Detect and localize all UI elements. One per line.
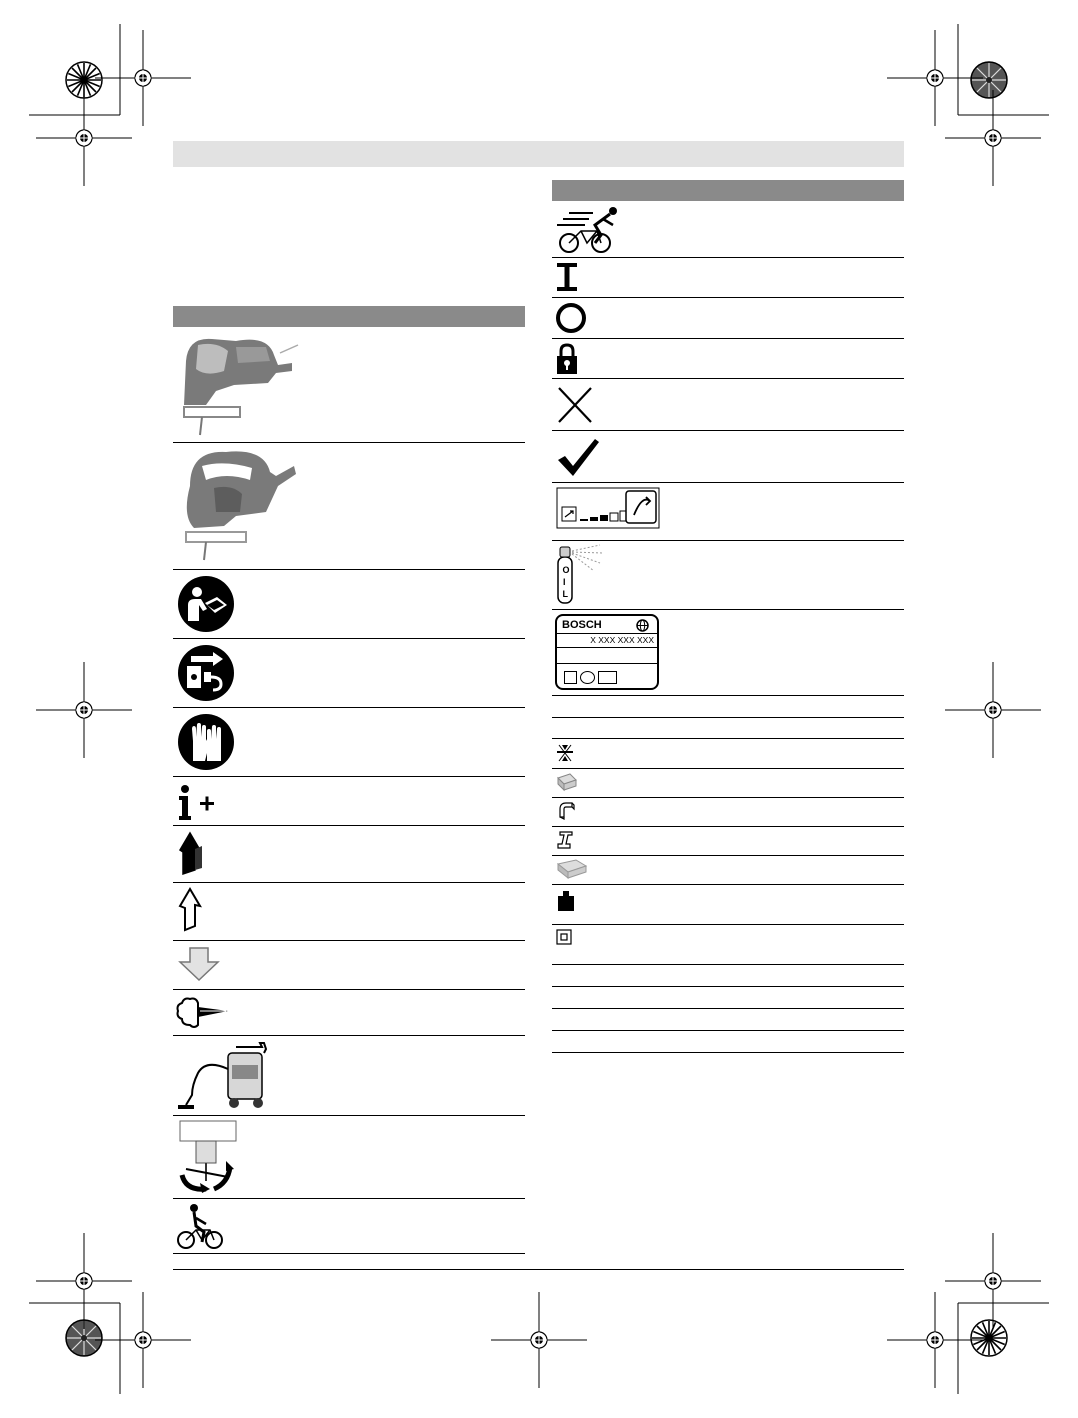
wear-gloves-icon <box>177 713 235 771</box>
nameplate-divider <box>557 663 657 664</box>
read-manual-icon <box>177 575 235 633</box>
nameplate-divider <box>557 633 657 634</box>
right-row-divider <box>552 1052 904 1053</box>
oil-spray-icon <box>554 543 606 605</box>
lock-icon <box>555 342 579 375</box>
right-row-divider <box>552 297 904 298</box>
off-switch-icon <box>555 302 587 334</box>
cross-icon <box>555 384 595 426</box>
cutting-depth-icon <box>556 743 574 763</box>
right-row-divider <box>552 884 904 885</box>
right-table-header <box>552 180 904 201</box>
right-row-divider <box>552 257 904 258</box>
material-mesh-icon <box>556 858 588 880</box>
slow-cyclist-icon <box>176 1202 226 1250</box>
left-row-divider <box>173 442 525 443</box>
globe-icon <box>636 619 649 632</box>
check-icon <box>555 436 601 480</box>
right-row-divider <box>552 338 904 339</box>
protection-class-icon <box>556 929 572 945</box>
svg-text:L: L <box>562 589 568 599</box>
speed-selection-icon <box>556 487 660 529</box>
left-row-divider <box>173 1198 525 1199</box>
left-row-divider <box>173 1035 525 1036</box>
blow-dust-icon <box>176 995 232 1031</box>
left-row-divider <box>173 1115 525 1116</box>
svg-text:O: O <box>562 565 570 575</box>
right-row-divider <box>552 717 904 718</box>
right-row-divider <box>552 797 904 798</box>
left-row-divider <box>173 989 525 990</box>
page-header-bar <box>173 141 904 167</box>
left-row-divider <box>173 825 525 826</box>
weight-icon <box>556 890 576 912</box>
unplug-icon <box>177 644 235 702</box>
left-row-divider <box>173 776 525 777</box>
right-row-divider <box>552 1008 904 1009</box>
left-row-divider <box>173 882 525 883</box>
left-row-divider <box>173 707 525 708</box>
right-row-divider <box>552 855 904 856</box>
nameplate-divider <box>557 647 657 648</box>
nameplate-circle <box>580 671 595 684</box>
nameplate-square <box>564 671 577 684</box>
arrow-down-icon <box>176 946 222 982</box>
left-row-divider <box>173 638 525 639</box>
footer-rule <box>173 1269 904 1270</box>
right-row-divider <box>552 540 904 541</box>
right-row-divider <box>552 964 904 965</box>
right-row-divider <box>552 986 904 987</box>
left-table-header <box>173 306 525 327</box>
right-row-divider <box>552 609 904 610</box>
fast-cyclist-icon <box>555 205 621 255</box>
nameplate-brand: BOSCH <box>562 619 602 631</box>
right-row-divider <box>552 695 904 696</box>
steel-icon <box>556 830 576 850</box>
left-row-divider <box>173 940 525 941</box>
info-plus-icon <box>176 784 220 822</box>
on-switch-icon <box>556 262 578 292</box>
filled-arrow-up-icon <box>176 830 210 876</box>
nameplate-article-number: X XXX XXX XXX <box>590 635 654 645</box>
aluminium-icon <box>556 801 576 821</box>
right-row-divider <box>552 430 904 431</box>
nameplate-icon <box>555 614 659 690</box>
jigsaw-handle-photo-icon <box>176 446 302 566</box>
vacuum-cleaner-icon <box>176 1039 272 1113</box>
right-row-divider <box>552 768 904 769</box>
outline-arrow-up-icon <box>176 886 210 932</box>
right-row-divider <box>552 738 904 739</box>
wood-icon <box>556 772 578 792</box>
left-row-divider <box>173 569 525 570</box>
svg-text:I: I <box>563 577 566 587</box>
right-row-divider <box>552 826 904 827</box>
right-row-divider <box>552 378 904 379</box>
nameplate-rect <box>598 671 617 684</box>
right-row-divider <box>552 1030 904 1031</box>
right-row-divider <box>552 482 904 483</box>
left-row-divider <box>173 1253 525 1254</box>
tilt-base-icon <box>176 1119 238 1195</box>
jigsaw-pendulum-photo-icon <box>176 331 302 439</box>
right-row-divider <box>552 924 904 925</box>
